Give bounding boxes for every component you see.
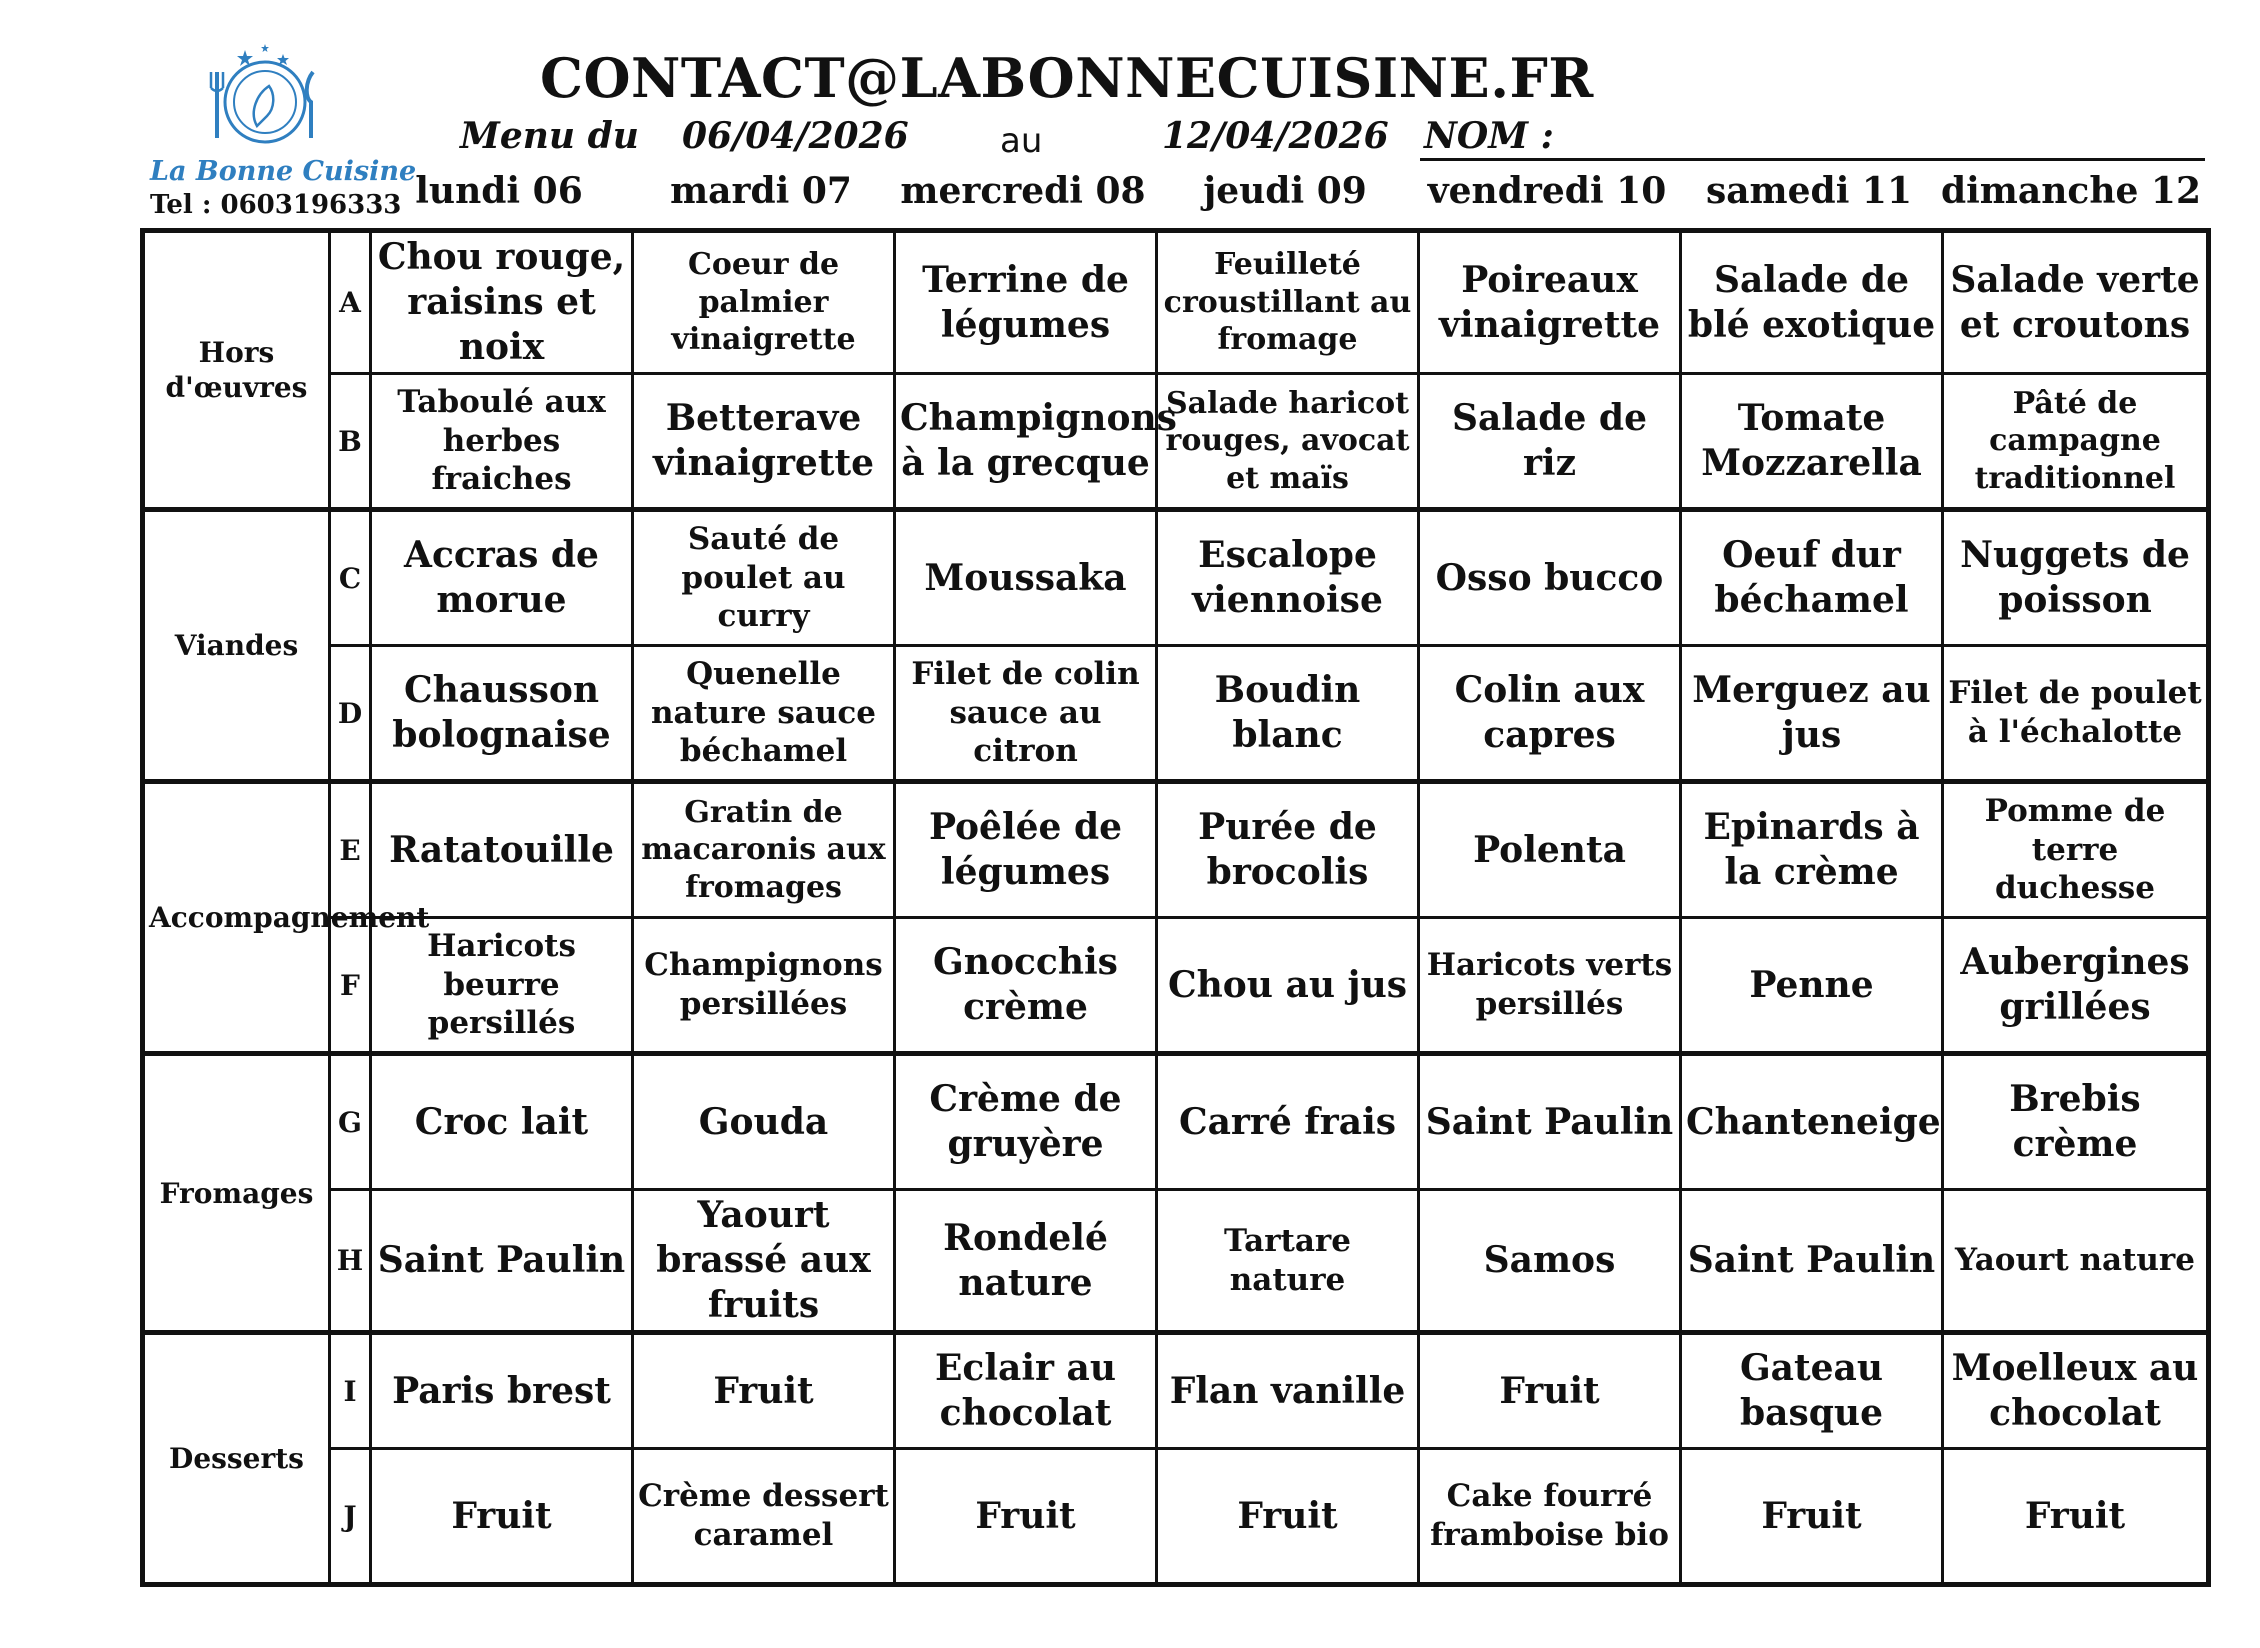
dish-cell: Samos [1419, 1190, 1681, 1333]
dish-cell: Aubergines grillées [1943, 918, 2209, 1054]
day-header: lundi 06 [415, 170, 583, 212]
dish-cell: Saint Paulin [1419, 1054, 1681, 1190]
dish-cell: Chanteneige [1681, 1054, 1943, 1190]
day-header: dimanche 12 [1940, 170, 2202, 212]
day-header-row [0, 170, 2260, 220]
dish-cell: Flan vanille [1157, 1333, 1419, 1449]
brand-name: La Bonne Cuisine [150, 156, 417, 187]
table-row [143, 374, 2209, 510]
dish-cell: Feuilleté croustillant au fromage [1157, 231, 1419, 374]
dish-cell: Chou rouge, raisins et noix [371, 231, 633, 374]
dish-cell: Tomate Mozzarella [1681, 374, 1943, 510]
dish-cell: Tartare nature [1157, 1190, 1419, 1333]
dish-cell: Poêlée de légumes [895, 782, 1157, 918]
dish-cell: Terrine de légumes [895, 231, 1157, 374]
day-header: jeudi 09 [1203, 170, 1367, 212]
dish-cell: Quenelle nature sauce béchamel [633, 646, 895, 782]
dish-cell: Fruit [1943, 1449, 2209, 1585]
table-row [143, 1054, 2209, 1190]
category-label: Fromages [143, 1054, 330, 1333]
category-label: Hors d'œuvres [143, 231, 330, 510]
row-letter: D [330, 646, 371, 782]
au-label: au [1000, 121, 1043, 161]
dish-cell: Colin aux capres [1419, 646, 1681, 782]
plate-fork-knife-icon [205, 42, 325, 154]
dish-cell: Nuggets de poisson [1943, 510, 2209, 646]
dish-cell: Escalope viennoise [1157, 510, 1419, 646]
day-header: mercredi 08 [900, 170, 1146, 212]
dish-cell: Fruit [633, 1333, 895, 1449]
category-label: Desserts [143, 1333, 330, 1585]
dish-cell: Filet de colin sauce au citron [895, 646, 1157, 782]
dish-cell: Fruit [895, 1449, 1157, 1585]
dish-cell: Merguez au jus [1681, 646, 1943, 782]
dish-cell: Haricots verts persillés [1419, 918, 1681, 1054]
dish-cell: Saint Paulin [1681, 1190, 1943, 1333]
dish-cell: Salade de riz [1419, 374, 1681, 510]
dish-cell: Poireaux vinaigrette [1419, 231, 1681, 374]
dish-cell: Crème dessert caramel [633, 1449, 895, 1585]
dish-cell: Betterave vinaigrette [633, 374, 895, 510]
dish-cell: Gnocchis crème [895, 918, 1157, 1054]
logo [150, 42, 417, 187]
dish-cell: Croc lait [371, 1054, 633, 1190]
row-letter: I [330, 1333, 371, 1449]
table-row [143, 782, 2209, 918]
dish-cell: Haricots beurre persillés [371, 918, 633, 1054]
table-row [143, 510, 2209, 646]
dish-cell: Fruit [371, 1449, 633, 1585]
nom-field-line [1420, 158, 2205, 161]
dish-cell: Rondelé nature [895, 1190, 1157, 1333]
dish-cell: Crème de gruyère [895, 1054, 1157, 1190]
nom-label: NOM : [1424, 115, 1554, 157]
row-letter: J [330, 1449, 371, 1585]
date-to: 12/04/2026 [1162, 115, 1389, 157]
row-letter: E [330, 782, 371, 918]
dish-cell: Salade haricot rouges, avocat et maïs [1157, 374, 1419, 510]
row-letter: A [330, 231, 371, 374]
dish-cell: Brebis crème [1943, 1054, 2209, 1190]
table-row [143, 231, 2209, 374]
dish-cell: Pomme de terre duchesse [1943, 782, 2209, 918]
menu-du-label: Menu du [460, 115, 639, 157]
row-letter: C [330, 510, 371, 646]
dish-cell: Paris brest [371, 1333, 633, 1449]
dish-cell: Taboulé aux herbes fraiches [371, 374, 633, 510]
dish-cell: Pâté de campagne traditionnel [1943, 374, 2209, 510]
dish-cell: Fruit [1419, 1333, 1681, 1449]
dish-cell: Filet de poulet à l'échalotte [1943, 646, 2209, 782]
dish-cell: Coeur de palmier vinaigrette [633, 231, 895, 374]
row-letter: G [330, 1054, 371, 1190]
phone-number: Tel : 0603196333 [150, 190, 402, 220]
category-label: Accompagnement [143, 782, 330, 1054]
dish-cell: Gouda [633, 1054, 895, 1190]
dish-cell: Chou au jus [1157, 918, 1419, 1054]
day-header: mardi 07 [670, 170, 852, 212]
row-letter: B [330, 374, 371, 510]
dish-cell: Moelleux au chocolat [1943, 1333, 2209, 1449]
dish-cell: Champignons à la grecque [895, 374, 1157, 510]
dish-cell: Yaourt nature [1943, 1190, 2209, 1333]
menu-table [140, 228, 2211, 1587]
dish-cell: Osso bucco [1419, 510, 1681, 646]
dish-cell: Ratatouille [371, 782, 633, 918]
table-row [143, 1449, 2209, 1585]
dish-cell: Accras de morue [371, 510, 633, 646]
table-row [143, 1333, 2209, 1449]
table-row [143, 1190, 2209, 1333]
contact-email: CONTACT@LABONNECUISINE.FR [540, 46, 1594, 110]
dish-cell: Oeuf dur béchamel [1681, 510, 1943, 646]
dish-cell: Penne [1681, 918, 1943, 1054]
row-letter: H [330, 1190, 371, 1333]
dish-cell: Epinards à la crème [1681, 782, 1943, 918]
dish-cell: Salade de blé exotique [1681, 231, 1943, 374]
dish-cell: Purée de brocolis [1157, 782, 1419, 918]
category-label: Viandes [143, 510, 330, 782]
dish-cell: Chausson bolognaise [371, 646, 633, 782]
day-header: samedi 11 [1705, 170, 1913, 212]
dish-cell: Gateau basque [1681, 1333, 1943, 1449]
dish-cell: Salade verte et croutons [1943, 231, 2209, 374]
dish-cell: Yaourt brassé aux fruits [633, 1190, 895, 1333]
dish-cell: Champignons persillées [633, 918, 895, 1054]
dish-cell: Boudin blanc [1157, 646, 1419, 782]
dish-cell: Moussaka [895, 510, 1157, 646]
dish-cell: Carré frais [1157, 1054, 1419, 1190]
row-letter: F [330, 918, 371, 1054]
dish-cell: Eclair au chocolat [895, 1333, 1157, 1449]
dish-cell: Fruit [1157, 1449, 1419, 1585]
dish-cell: Polenta [1419, 782, 1681, 918]
dish-cell: Cake fourré framboise bio [1419, 1449, 1681, 1585]
day-header: vendredi 10 [1427, 170, 1667, 212]
dish-cell: Sauté de poulet au curry [633, 510, 895, 646]
date-from: 06/04/2026 [682, 115, 909, 157]
dish-cell: Fruit [1681, 1449, 1943, 1585]
dish-cell: Saint Paulin [371, 1190, 633, 1333]
table-row [143, 918, 2209, 1054]
dish-cell: Gratin de macaronis aux fromages [633, 782, 895, 918]
table-row [143, 646, 2209, 782]
